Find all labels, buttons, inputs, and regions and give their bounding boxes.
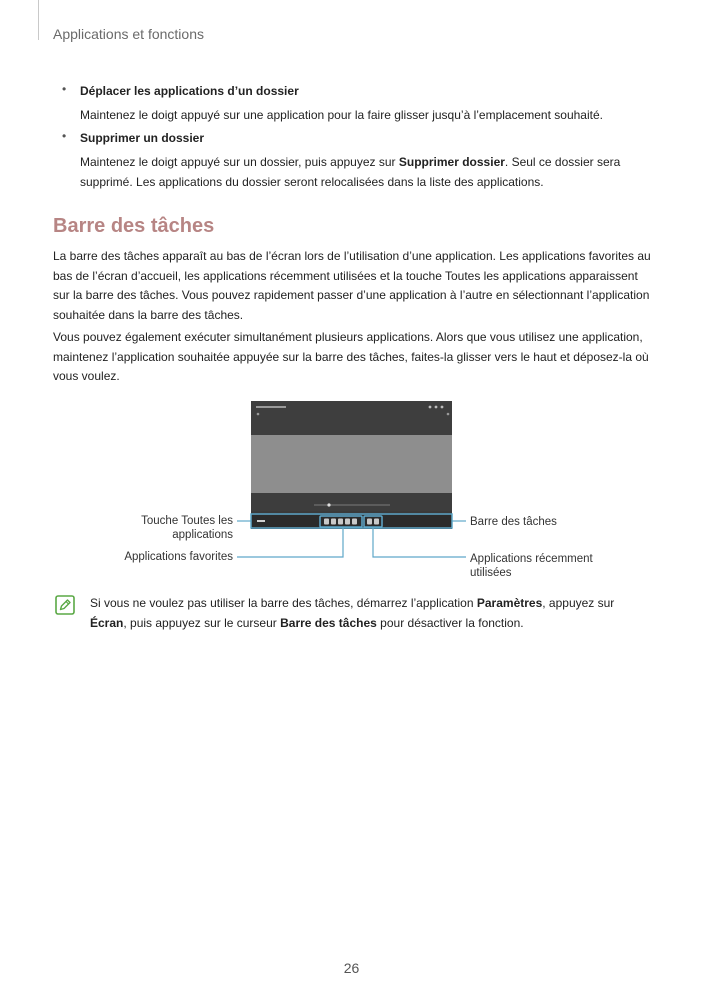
- more-options-icon: [429, 406, 432, 409]
- all-apps-button: [257, 520, 265, 522]
- note-text: Si vous ne voulez pas utiliser la barre des tâches, démarrez l’application Paramètres, appuyez sur Écran, puis appuyez sur le curseur Barre des tâches pour désactiver la fonction.: [90, 596, 615, 630]
- app-title-placeholder: [256, 406, 286, 408]
- label-recent-apps: Applications récemment utilisées: [470, 553, 593, 579]
- ui-term-display: Écran: [90, 616, 124, 630]
- label-all-apps-button: Touche Toutes les applications: [141, 515, 233, 541]
- chapter-header: Applications et fonctions: [53, 26, 204, 42]
- bullet-text-delete-folder: Maintenez le doigt appuyé sur un dossier, puis appuyez sur Supprimer dossier. Seul ce dossier sera supprimé. Les applications du dossier seront relocalisées dans la liste des applications.: [80, 155, 621, 189]
- label-favorite-apps: Applications favorites: [124, 551, 233, 563]
- bullet-marker: •: [62, 129, 67, 143]
- progress-dot: [327, 503, 330, 506]
- note-icon: [55, 595, 75, 615]
- page-number: 26: [343, 960, 360, 976]
- app-content-area: [251, 435, 452, 493]
- recent-app-icon: [367, 519, 372, 525]
- section-title: Barre des tâches: [53, 215, 215, 237]
- bullet-text-move-apps: Maintenez le doigt appuyé sur une application pour la faire glisser jusqu’à l’emplacement souhaité.: [80, 108, 603, 122]
- leader-recent: [373, 527, 466, 557]
- favorite-app-icon: [324, 519, 329, 525]
- bullet-title-delete-folder: Supprimer un dossier: [80, 131, 205, 145]
- label-taskbar: Barre des tâches: [470, 516, 557, 528]
- bullet-title-move-apps: Déplacer les applications d’un dossier: [80, 84, 299, 98]
- favorite-app-icon: [338, 519, 343, 525]
- favorite-app-icon: [331, 519, 336, 525]
- favorite-app-icon: [345, 519, 350, 525]
- section-paragraph-2: Vous pouvez également exécuter simultanément plusieurs applications. Alors que vous utilisez une application, maintenez l’application souhaitée appuyée sur la barre des tâches, faites-la glisser vers le haut et déposez-la où vous voulez.: [53, 330, 649, 383]
- section-paragraph-1: La barre des tâches apparaît au bas de l’écran lors de l’utilisation d’une application. Les applications favorites au bas de l’écran d’accueil, les applications récemment utilisées et la touche Toutes les applications apparaissent sur la barre des tâches. Vous pouvez rapidement passer d’une application à l’autre en sélectionnant l’application souhaitée dans la barre des tâches.: [53, 249, 651, 322]
- leader-favorites: [237, 527, 343, 557]
- ui-term-settings: Paramètres: [476, 596, 543, 610]
- margin-rule: [38, 0, 39, 40]
- favorite-app-icon: [352, 519, 357, 525]
- bullet-marker: •: [62, 82, 67, 96]
- ui-term-taskbar: Barre des tâches: [280, 616, 377, 630]
- recent-app-icon: [374, 519, 379, 525]
- ui-term-delete-folder: Supprimer dossier: [398, 155, 505, 169]
